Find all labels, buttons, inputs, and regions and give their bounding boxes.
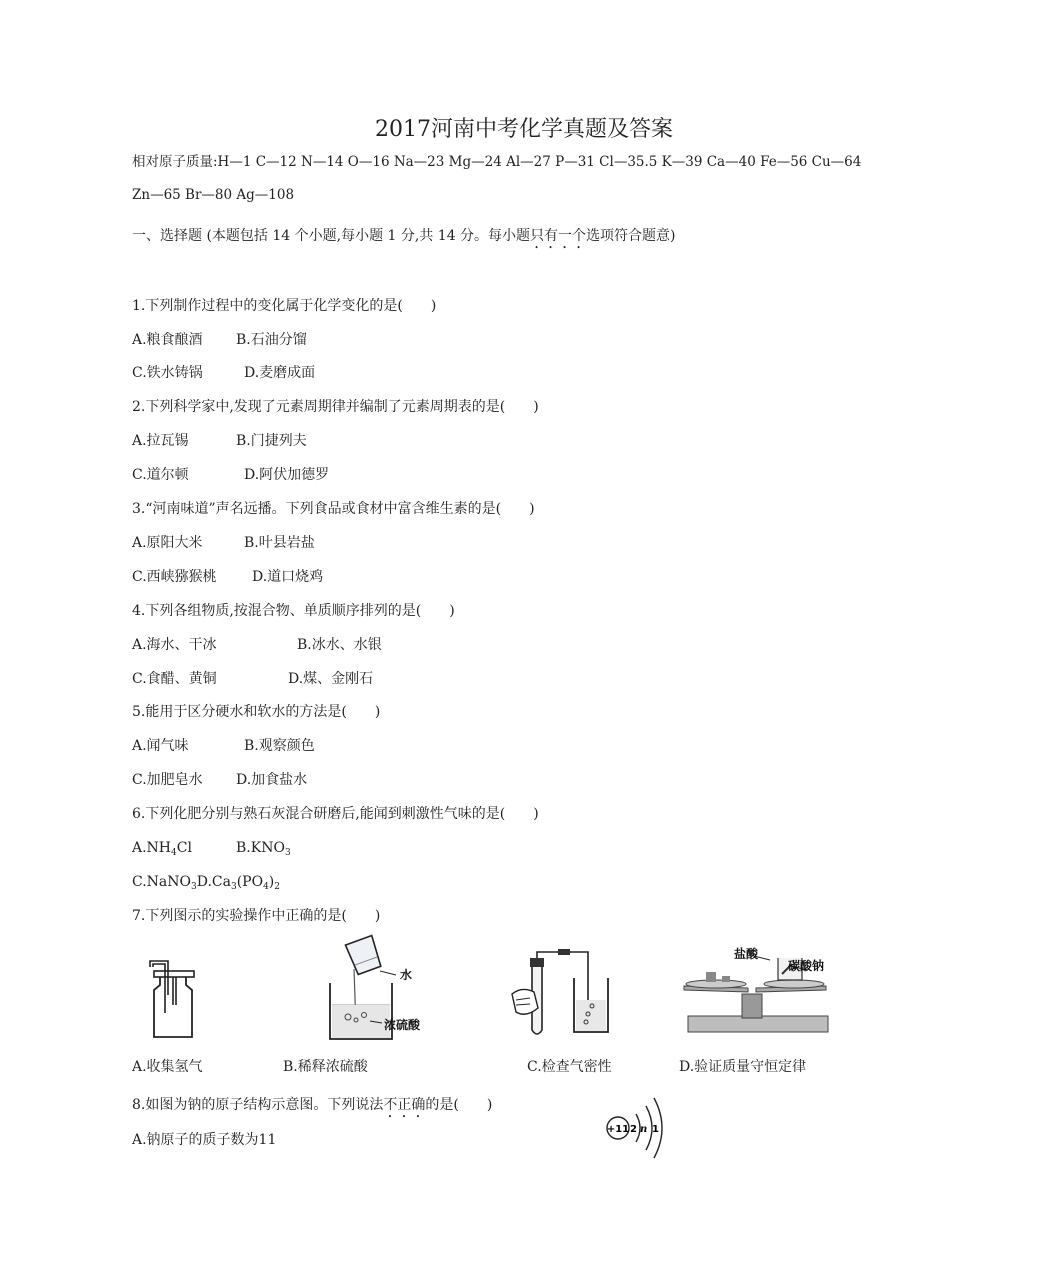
question-2-stem: 2.下列科学家中,发现了元素周期律并编制了元素周期表的是( ) [132,399,539,415]
question-1-stem: 1.下列制作过程中的变化属于化学变化的是( ) [132,298,437,314]
label-water: 水 [400,968,413,982]
q4-option-b: B.冰水、水银 [297,637,382,653]
q2-option-a: A.拉瓦锡 [132,433,189,449]
balance-figure [678,944,838,1044]
nucleus-charge: +11 [606,1124,630,1135]
q3-option-c: C.西峡猕猴桃 [132,569,217,585]
label-hydrochloric-acid: 盐酸 [734,947,759,961]
q3-option-b: B.叶县岩盐 [244,535,315,551]
section-heading: 一、选择题 (本题包括 14 个小题,每小题 1 分,共 14 分。每小题只有一个选项符合题意) [132,228,676,244]
q6-option-b: $B.KNO_3$ [236,840,291,858]
q7-option-b: B.稀释浓硫酸 [283,1059,368,1075]
question-8-stem: 8.如图为钠的原子结构示意图。下列说法不正确的是( ) [132,1097,493,1113]
gas-bottle-figure [140,955,200,1045]
q3-option-a: A.原阳大米 [132,535,203,551]
question-6-stem: 6.下列化肥分别与熟石灰混合研磨后,能闻到刺激性气味的是( ) [132,806,539,822]
q4-option-a: A.海水、干冰 [132,637,217,653]
q4-option-c: C.食醋、黄铜 [132,671,217,687]
q1-option-d: D.麦磨成面 [244,365,316,381]
q7-option-c: C.检查气密性 [527,1059,612,1075]
q5-option-c: C.加肥皂水 [132,772,203,788]
dilute-acid-figure [320,935,430,1047]
label-conc-sulfuric-acid: 浓硫酸 [384,1018,421,1032]
q5-option-b: B.观察颜色 [244,738,315,754]
q8-option-a: A.钠原子的质子数为11 [132,1132,277,1148]
airtightness-figure [508,948,618,1048]
q2-option-b: B.门捷列夫 [236,433,307,449]
atomic-mass-line-2: Zn—65 Br—80 Ag—108 [132,187,295,203]
q6-option-c-d: $C.NaNO_3D.Ca_3(PO_4)_2$ [132,874,280,892]
label-sodium-carbonate: 碳酸钠 [788,959,825,973]
q6-option-a: $A.NH_4Cl$ [132,840,192,858]
question-7-stem: 7.下列图示的实验操作中正确的是( ) [132,908,381,924]
question-3-stem: 3.“河南味道”声名远播。下列食品或食材中富含维生素的是( ) [132,501,535,517]
q1-option-a: A.粮食酿酒 [132,332,203,348]
question-4-stem: 4.下列各组物质,按混合物、单质顺序排列的是( ) [132,603,455,619]
shell-1-electrons: 2 [630,1124,637,1135]
sodium-atom-diagram [604,1092,670,1162]
q7-option-d: D.验证质量守恒定律 [679,1059,807,1075]
question-5-stem: 5.能用于区分硬水和软水的方法是( ) [132,704,381,720]
page-title: 2017河南中考化学真题及答案 [375,117,673,142]
atomic-mass-line-1: 相对原子质量:H—1 C—12 N—14 O—16 Na—23 Mg—24 Al—27 P—31 Cl—35.5 K—39 Ca—40 Fe—56 Cu—64 [132,154,862,170]
q3-option-d: D.道口烧鸡 [252,569,324,585]
shell-2-electrons: n [640,1124,648,1135]
q5-option-d: D.加食盐水 [236,772,308,788]
q5-option-a: A.闻气味 [132,738,189,754]
q1-option-b: B.石油分馏 [236,332,307,348]
q1-option-c: C.铁水铸锅 [132,365,203,381]
shell-3-electrons: 1 [652,1124,659,1135]
q2-option-d: D.阿伏加德罗 [244,467,330,483]
q4-option-d: D.煤、金刚石 [288,671,374,687]
q7-option-a: A.收集氢气 [132,1059,203,1075]
q2-option-c: C.道尔顿 [132,467,189,483]
